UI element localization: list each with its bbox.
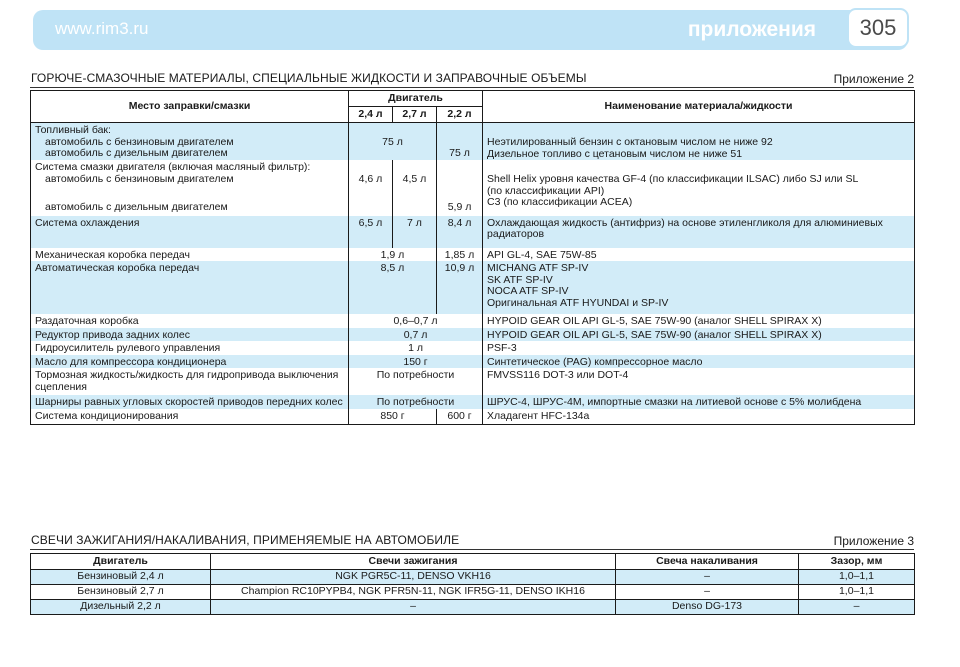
value: 150 г <box>403 355 428 368</box>
page-header-banner <box>33 10 908 50</box>
material: HYPOID GEAR OIL API GL-5, SAE 75W-90 (аналог SHELL SPIRAX X) <box>487 315 822 327</box>
page-number: 305 <box>847 8 909 48</box>
value: 1,85 л <box>444 248 475 261</box>
col-engine-22: 2,2 л <box>437 107 483 123</box>
row-label: Раздаточная коробка <box>35 315 139 327</box>
row-label: Механическая коробка передач <box>35 248 190 261</box>
material: API GL-4, SAE 75W-85 <box>487 248 597 261</box>
col-spark-plugs: Свечи зажигания <box>211 554 616 570</box>
material: Синтетическое (PAG) компрессорное масло <box>487 355 703 368</box>
row-label: Тормозная жидкость/жидкость для гидропривода выключения <box>35 369 339 381</box>
site-url[interactable]: www.rim3.ru <box>55 19 149 38</box>
table-row <box>31 368 915 395</box>
plugs-title: СВЕЧИ ЗАЖИГАНИЯ/НАКАЛИВАНИЯ, ПРИМЕНЯЕМЫЕ НА АВТОМОБИЛЕ <box>31 533 460 547</box>
value: 75 л <box>449 147 470 159</box>
cell: NGK PGR5C-11, DENSO VKH16 <box>211 570 616 585</box>
value: 0,6–0,7 л <box>393 315 438 327</box>
cell: – <box>616 585 799 600</box>
material: Охлаждающая жидкость (антифриз) на основе этиленгликоля для алюминиевых <box>487 216 883 229</box>
row-label: Редуктор привода задних колес <box>35 328 191 341</box>
row-label: Топливный бак: <box>35 124 111 136</box>
cell: 1,0–1,1 <box>799 570 915 585</box>
value: 850 г <box>380 409 405 422</box>
value: 6,5 л <box>358 216 383 229</box>
col-place: Место заправки/смазки <box>31 91 349 123</box>
material: (по классификации API) <box>487 184 605 197</box>
table-row <box>31 314 915 328</box>
cell: Дизельный 2,2 л <box>31 600 211 615</box>
plugs-appendix: Приложение 3 <box>833 534 914 548</box>
cell: Champion RC10PYPB4, NGK PFR5N-11, NGK IFR5G-11, DENSO IKH16 <box>211 585 616 600</box>
material: Неэтилированный бензин с октановым числом не ниже 92 <box>487 136 773 148</box>
material: C3 (по классификации ACEA) <box>487 196 633 208</box>
row-label: Гидроусилитель рулевого управления <box>35 342 221 354</box>
table-row <box>31 409 915 425</box>
divider <box>30 549 914 550</box>
row-label: сцепления <box>35 380 87 393</box>
cell: – <box>799 600 915 615</box>
value: 8,5 л <box>380 262 405 274</box>
table-row <box>31 123 915 161</box>
col-engine: Двигатель <box>349 91 483 107</box>
value: 600 г <box>447 409 472 422</box>
row-label: Система кондиционирования <box>35 409 179 422</box>
table-row <box>31 395 915 409</box>
material: Оригинальная ATF HYUNDAI и SP-IV <box>487 296 669 309</box>
col-glow-plug: Свеча накаливания <box>616 554 799 570</box>
cell: Бензиновый 2,4 л <box>31 570 211 585</box>
cell: Бензиновый 2,7 л <box>31 585 211 600</box>
cell: – <box>616 570 799 585</box>
value: 4,5 л <box>402 173 427 185</box>
table-row <box>31 261 915 314</box>
material: Shell Helix уровня качества GF-4 (по классификации ILSAC) либо SJ или SL <box>487 173 859 185</box>
table-row <box>31 248 915 262</box>
material: радиаторов <box>487 228 545 240</box>
col-engine: Двигатель <box>31 554 211 570</box>
row-label: Шарниры равных угловых скоростей приводов передних колес <box>35 396 343 408</box>
cell: Denso DG-173 <box>616 600 799 615</box>
material: MICHANG ATF SP-IV <box>487 262 589 274</box>
fuels-appendix: Приложение 2 <box>833 72 914 86</box>
material: PSF-3 <box>487 342 517 354</box>
material: FMVSS116 DOT-3 или DOT-4 <box>487 369 629 381</box>
col-engine-24: 2,4 л <box>349 107 393 123</box>
row-label: Автоматическая коробка передач <box>35 262 200 274</box>
col-engine-27: 2,7 л <box>393 107 437 123</box>
row-sublabel: автомобиль с бензиновым двигателем <box>45 135 234 148</box>
material: Хладагент HFC-134a <box>487 409 590 422</box>
cell: – <box>211 600 616 615</box>
material: ШРУС-4, ШРУС-4М, импортные смазки на литиевой основе с 5% молибдена <box>487 396 862 408</box>
value: 7 л <box>407 216 422 229</box>
table-row <box>31 585 915 600</box>
material: SK ATF SP-IV <box>487 273 553 286</box>
value: По потребности <box>376 396 455 408</box>
row-label: Система охлаждения <box>35 216 140 229</box>
value: 0,7 л <box>403 328 428 341</box>
value: 1 л <box>408 342 423 354</box>
row-sublabel: автомобиль с дизельным двигателем <box>45 201 228 213</box>
value: 1,9 л <box>380 248 405 261</box>
row-label: Система смазки двигателя (включая масляный фильтр): <box>35 161 311 173</box>
section-title: приложения <box>687 18 816 41</box>
row-sublabel: автомобиль с дизельным двигателем <box>45 147 228 159</box>
fuels-title: ГОРЮЧЕ-СМАЗОЧНЫЕ МАТЕРИАЛЫ, СПЕЦИАЛЬНЫЕ ЖИДКОСТИ И ЗАПРАВОЧНЫЕ ОБЪЕМЫ <box>31 71 587 85</box>
value: 8,4 л <box>447 216 472 229</box>
value: 10,9 л <box>444 262 475 274</box>
table-row <box>31 160 915 216</box>
col-material: Наименование материала/жидкости <box>483 91 915 123</box>
value: 75 л <box>382 136 403 148</box>
material: HYPOID GEAR OIL API GL-5, SAE 75W-90 (аналог SHELL SPIRAX X) <box>487 328 822 341</box>
value: 5,9 л <box>447 201 472 213</box>
table-row <box>31 341 915 355</box>
value: По потребности <box>376 369 455 381</box>
fuels-table <box>30 90 915 425</box>
divider <box>30 87 914 88</box>
material: NOCA ATF SP-IV <box>487 285 569 297</box>
table-row <box>31 328 915 342</box>
material: Дизельное топливо с цетановым числом не ниже 51 <box>487 147 743 160</box>
row-sublabel: автомобиль с бензиновым двигателем <box>45 172 234 185</box>
plugs-table <box>30 553 915 615</box>
row-label: Масло для компрессора кондиционера <box>35 355 227 368</box>
table-row <box>31 570 915 585</box>
col-gap: Зазор, мм <box>799 554 915 570</box>
value: 4,6 л <box>358 173 383 185</box>
table-row <box>31 600 915 615</box>
cell: 1,0–1,1 <box>799 585 915 600</box>
table-row <box>31 355 915 369</box>
table-row <box>31 216 915 248</box>
